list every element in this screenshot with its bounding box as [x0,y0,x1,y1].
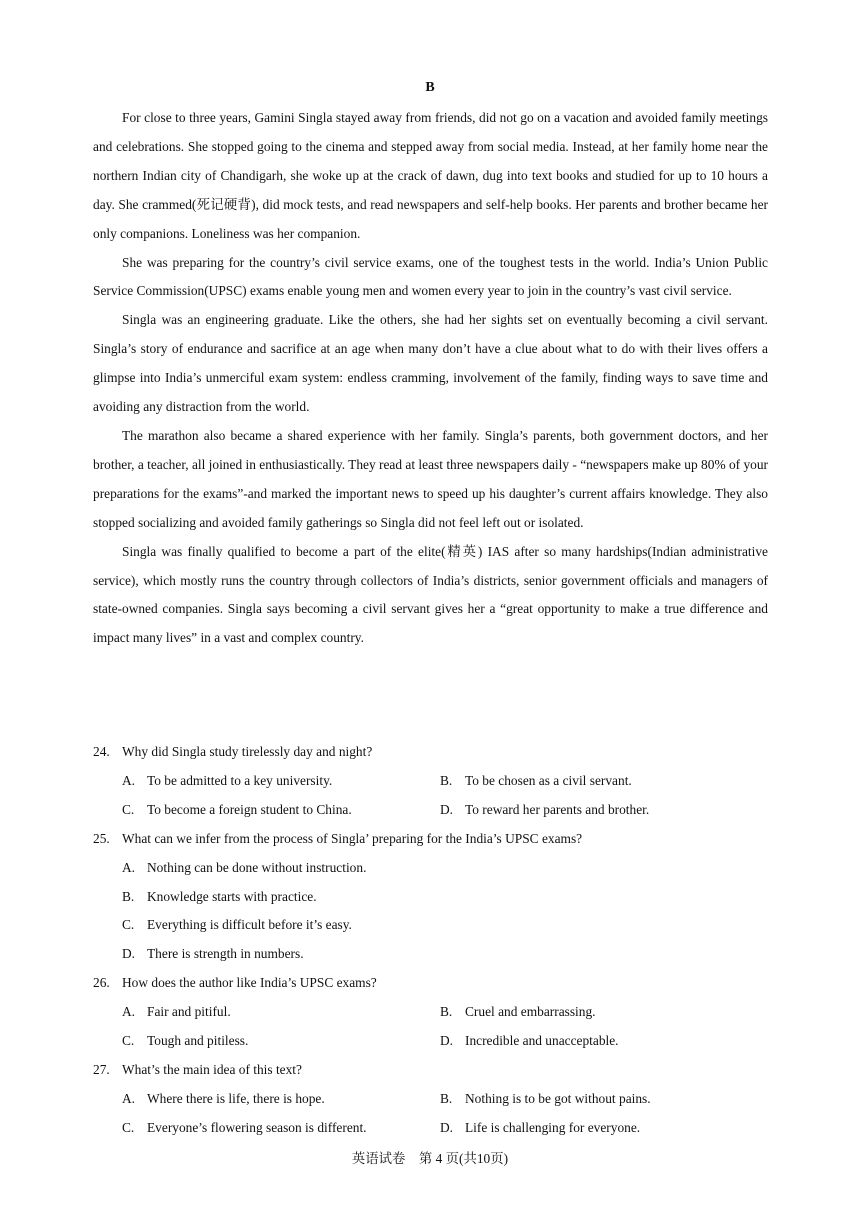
question-26 [93,969,768,1056]
passage-paragraph: For close to three years, Gamini Singla stayed away from friends, did not go on a vacation and avoided family meetings and celebrations. She stopped going to the cinema and stepped away from social media. Instead, at her family home near the northern Indian city of Chandigarh, she woke up at the crack of dawn, dug into text books and studied for up to 10 hours a day. She crammed(死记硬背), did mock tests, and read newspapers and self-help books. Her parents and brother became her only companions. Loneliness was her companion. [93,110,768,241]
question-number: 24. [93,744,110,759]
option-letter: B. [440,1004,453,1020]
option-letter: D. [440,1119,454,1135]
option-letter: D. [440,1033,454,1049]
option-letter: B. [122,888,135,904]
question-27 [93,1056,768,1143]
option-letter: C. [122,917,135,933]
passage-paragraph: Singla was finally qualified to become a part of the elite(精英) IAS after so many hardships(Indian administrative service), which mostly runs the country through collectors of India’s districts, senior government officials and managers of state-owned companies. Singla says becoming a civil servant gives her a “great opportunity to make a true difference and impact many lives” in a vast and complex country. [93,543,768,646]
option-letter: C. [122,1119,135,1135]
option-letter: D. [122,946,136,962]
option-a[interactable] [122,854,768,883]
option-c[interactable] [122,796,440,825]
option-text: Knowledge starts with practice. [147,888,317,904]
option-c[interactable] [122,1114,440,1143]
option-text: To reward her parents and brother. [465,801,650,817]
question-number: 27. [93,1061,110,1077]
passage-paragraph: She was preparing for the country’s civil service exams, one of the toughest tests in the world. India’s Union Public Service Commission(UPSC) exams enable young men and women every year to join in the country’s vast civil service. [93,254,768,299]
option-text: Where there is life, there is hope. [147,1090,325,1106]
question-stem: What can we infer from the process of Singla’ preparing for the India’s UPSC exams? [122,830,583,846]
question-list [93,738,768,1143]
question-24 [93,738,768,825]
question-25 [93,825,768,970]
question-number: 25. [93,830,110,846]
option-c[interactable] [122,1027,440,1056]
option-text: To be chosen as a civil servant. [465,772,632,788]
option-letter: C. [122,801,135,817]
question-stem: Why did Singla study tirelessly day and night? [122,744,373,759]
passage-paragraph: The marathon also became a shared experience with her family. Singla’s parents, both government doctors, and her brother, a teacher, all joined in enthusiastically. They read at least three newspapers daily - “newspapers make up 80% of your preparations for the exams”-and marked the important news to speed up his daughter’s current affairs knowledge. They also stopped socializing and avoided family gatherings so Singla did not feel left out or isolated. [93,427,768,530]
option-d[interactable] [440,1027,768,1056]
question-stem: What’s the main idea of this text? [122,1061,302,1077]
option-letter: A. [122,772,136,788]
option-text: Cruel and embarrassing. [465,1004,596,1020]
option-d[interactable] [440,796,768,825]
option-text: Tough and pitiless. [147,1033,249,1049]
page-footer: 英语试卷 第 4 页(共10页) [351,1151,509,1166]
option-letter: B. [440,772,453,788]
question-stem: How does the author like India’s UPSC exams? [122,975,377,991]
option-a[interactable] [122,998,440,1027]
question-number: 26. [93,975,110,991]
option-a[interactable] [122,1085,440,1114]
option-d[interactable] [122,940,768,969]
option-text: To become a foreign student to China. [147,801,352,817]
option-letter: A. [122,1004,136,1020]
option-b[interactable] [440,998,768,1027]
section-heading: B [425,80,435,95]
option-c[interactable] [122,911,768,940]
option-text: Life is challenging for everyone. [465,1119,641,1135]
option-letter: C. [122,1033,135,1049]
option-d[interactable] [440,1114,768,1143]
option-letter: D. [440,801,454,817]
option-b[interactable] [440,1085,768,1114]
option-text: There is strength in numbers. [147,946,304,962]
option-text: Nothing can be done without instruction. [147,859,367,875]
option-text: Incredible and unacceptable. [465,1033,619,1049]
option-text: To be admitted to a key university. [147,772,333,788]
option-text: Fair and pitiful. [147,1004,231,1020]
option-letter: B. [440,1090,453,1106]
option-b[interactable] [122,883,768,912]
option-text: Everything is difficult before it’s easy. [147,917,352,933]
option-text: Nothing is to be got without pains. [465,1090,651,1106]
option-text: Everyone’s flowering season is different. [147,1119,367,1135]
passage-paragraph: Singla was an engineering graduate. Like the others, she had her sights set on eventually becoming a civil servant. Singla’s story of endurance and sacrifice at an age when many don’t have a clue about what to do with their lives offers a glimpse into India’s unmerciful exam system: endless cramming, involvement of the family, finding ways to save time and avoiding any distraction from the world. [93,312,768,415]
option-b[interactable] [440,767,768,796]
option-letter: A. [122,859,136,875]
reading-passage [93,104,768,653]
option-letter: A. [122,1090,136,1106]
option-a[interactable] [122,767,440,796]
